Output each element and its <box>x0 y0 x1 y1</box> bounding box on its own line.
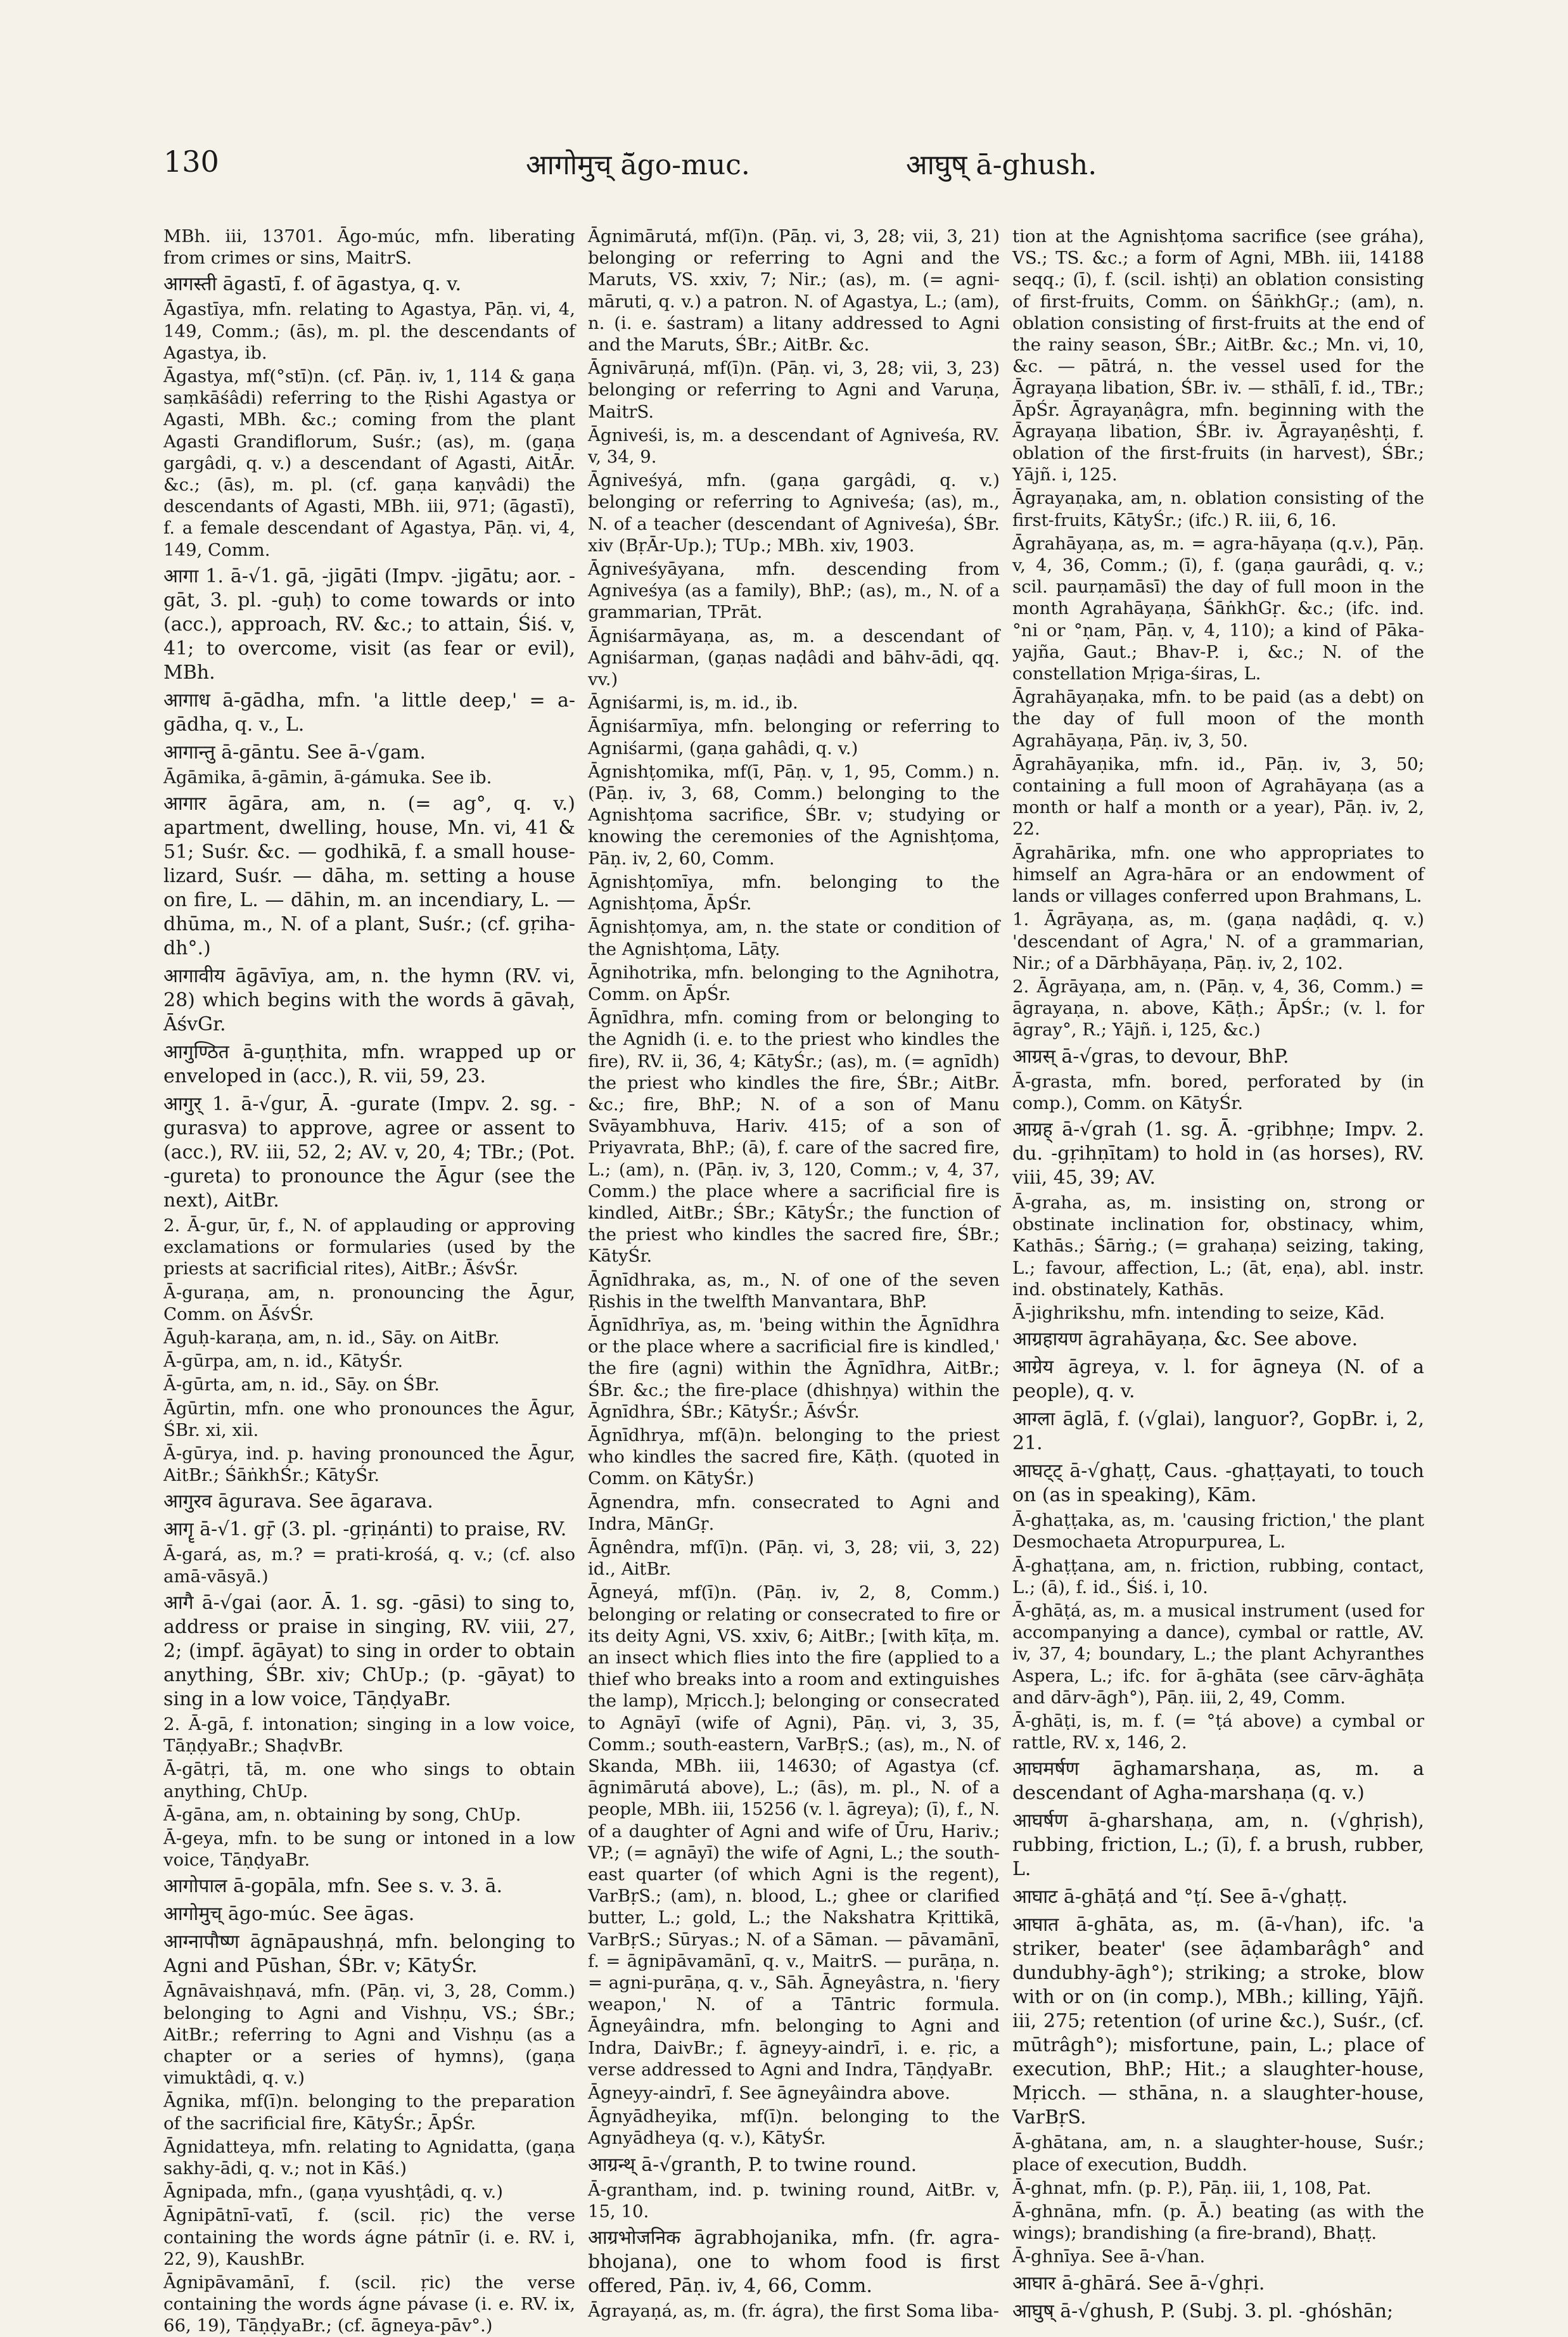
dictionary-entry: Āgrayaṇá, as, m. (fr. ágra), the first Soma liba- <box>588 2301 1000 2322</box>
dictionary-entry: Āgnyādheyika, mf(ī)n. belonging to the Agnyādheya (q. v.), KātyŚr. <box>588 2106 1000 2149</box>
dictionary-entry: आग्रहायण āgrahāyaṇa, &c. See above. <box>1012 1328 1358 1351</box>
dictionary-entry: Āgnishṭomika, mf(ī, Pāṇ. v, 1, 95, Comm.) n. (Pāṇ. iv, 3, 68, Comm.) belonging to the Agnishṭoma sacrifice, ŚBr. v; studying or knowing the ceremonies of the Agnishṭoma, Pāṇ. iv, 2, 60, Comm. <box>588 761 1000 869</box>
dictionary-column-1 <box>163 226 575 2336</box>
dictionary-entry: Āgnipada, mfn., (gaṇa vyushṭâdi, q. v.) <box>163 2182 503 2203</box>
dictionary-entry: Ā-ghaṭṭaka, as, m. 'causing friction,' the plant Desmochaeta Atropurpurea, L. <box>1012 1510 1424 1553</box>
dictionary-entry: Āgnipātnī-vatī, f. (scil. ṛic) the verse containing the words ágne pátnīr (i. e. RV. i, 22, 9), KaushBr. <box>163 2205 575 2269</box>
dictionary-entry: Ā-ghnīya. See ā-√han. <box>1012 2246 1206 2267</box>
dictionary-entry: Āgnāvaishṇavá, mfn. (Pāṇ. vi, 3, 28, Comm.) belonging to Agni and Vishṇu, VS.; ŚBr.; AitBr.; referring to Agni and Vishṇu (as a chapter or a series of hymns), (gaṇa vimuktâdi, q. v.) <box>163 1981 575 2089</box>
dictionary-entry: Āgnishṭomīya, mfn. belonging to the Agnishṭoma, ĀpŚr. <box>588 871 1000 914</box>
dictionary-entry: Ā-guraṇa, am, n. pronouncing the Āgur, Comm. on ĀśvŚr. <box>163 1282 575 1324</box>
dictionary-entry: Ā-gāna, am, n. obtaining by song, ChUp. <box>163 1804 521 1825</box>
dictionary-entry: Āgnīdhraka, as, m., N. of one of the seven Ṛishis in the twelfth Manvantara, BhP. <box>588 1269 1000 1312</box>
dictionary-entry: आघमर्षण āghamarshaṇa, as, m. a descendant of Agha-marshaṇa (q. v.) <box>1012 1758 1424 1805</box>
dictionary-entry: Āgūrtin, mfn. one who pronounces the Āgur, ŚBr. xi, xii. <box>163 1398 575 1440</box>
dictionary-entry: आगॄ ā-√1. gṝ (3. pl. -gṛiṇánti) to praise, RV. <box>163 1518 567 1541</box>
dictionary-entry: Āgniveśi, is, m. a descendant of Agniveśa, RV. v, 34, 9. <box>588 425 1000 468</box>
dictionary-entry: Āgnihotrika, mfn. belonging to the Agnihotra, Comm. on ĀpŚr. <box>588 962 1000 1004</box>
dictionary-entry: आघार ā-ghārá. See ā-√ghṛi. <box>1012 2272 1265 2295</box>
dictionary-entry: Ā-graha, as, m. insisting on, strong or obstinate inclination for, obstinacy, whim, Kathās.; Śārṅg.; (= grahaṇa) seizing, taking, L.; favour, affection, L.; (āt, eṇa), abl. instr. ind. obstinately, Kathās. <box>1012 1192 1424 1300</box>
dictionary-entry: आघुष् ā-√ghush, P. (Subj. 3. pl. -ghóshān; <box>1012 2300 1394 2322</box>
dictionary-entry: Āgneyá, mf(ī)n. (Pāṇ. iv, 2, 8, Comm.) belonging or relating or consecrated to fire or its deity Agni, VS. xxiv, 6; AitBr.; [with kīṭa, m. an insect which flies into the fire (applied to a thief who breaks into a room and extinguishes the lamp), Mṛicch.]; belonging or consecrated to Agnāyī (wife of Agni), Pāṇ. vi, 3, 35, Comm.; south-eastern, VarBṛS.; (as), m., N. of Skanda, MBh. iii, 14630; of Agastya (cf. āgnimārutá above), L.; (ās), m. pl., N. of a people, MBh. iii, 15256 (v. l. āgreya); (ī), f., N. of a daughter of Agni and wife of Ūru, Hariv.; VP.; (= agnāyī) the wife of Agni, L.; the south-east quarter (of which Agni is the regent), VarBṛS.; (am), n. blood, L.; ghee or clarified butter, L.; gold, L.; the Nakshatra Kṛittikā, VarBṛS.; Sūryas.; N. of a Sāman. — pāvamānī, f. = āgnipāvamānī, q. v., MaitrS. — purāṇa, n. = agni-purāṇa, q. v., Sāh. Āgneyâstra, n. 'fiery weapon,' N. of a Tāntric formula. Āgneyâindra, mfn. belonging to Agni and Indra, DaivBr.; f. āgneyy-aindrī, i. e. ṛic, a verse addressed to Agni and Indra, TāṇḍyaBr. <box>588 1582 1000 2080</box>
dictionary-entry: आग्ला āglā, f. (√glai), languor?, GopBr. i, 2, 21. <box>1012 1408 1424 1455</box>
dictionary-entry: Āgrahārika, mfn. one who appropriates to himself an Agra-hāra or an endowment of lands or villages conferred upon Brahmans, L. <box>1012 842 1424 907</box>
dictionary-entry: आगस्ती āgastī, f. of āgastya, q. v. <box>163 273 462 296</box>
right-running-headword: आघुष् ā-ghush. <box>906 149 1097 181</box>
dictionary-entry: Āgnendra, mfn. consecrated to Agni and Indra, MānGṛ. <box>588 1492 1000 1534</box>
dictionary-entry: Ā-gūrya, ind. p. having pronounced the Āgur, AitBr.; ŚāṅkhŚr.; KātyŚr. <box>163 1444 575 1486</box>
dictionary-entry: आगावीय āgāvīya, am, n. the hymn (RV. vi, 28) which begins with the words ā gāvaḥ, ĀśvGr. <box>163 965 575 1036</box>
dictionary-entry: 2. Ā-gā, f. intonation; singing in a low voice, TāṇḍyaBr.; ShaḍvBr. <box>163 1713 575 1757</box>
dictionary-entry: आग्रह् ā-√grah (1. sg. Ā. -gṛibhṇe; Impv. 2. du. -gṛihṇītam) to hold in (as horses), RV. viii, 45, 39; AV. <box>1012 1118 1424 1189</box>
dictionary-entry: Ā-ghnat, mfn. (p. P.), Pāṇ. iii, 1, 108, Pat. <box>1012 2177 1372 2198</box>
dictionary-entry: आघाट ā-ghāṭá and °ṭí. See ā-√ghaṭṭ. <box>1012 1886 1348 1909</box>
dictionary-entry: Ā-ghāṭá, as, m. a musical instrument (used for accompanying a dance), cymbal or rattle, AV. iv, 37, 4; boundary, L.; the plant Achyranthes Aspera, L.; ifc. for ā-ghāta (see cārv-āghāṭa and dārv-āgh°), Pāṇ. iii, 2, 49, Comm. <box>1012 1600 1424 1708</box>
dictionary-entry: Āgnivāruṇá, mf(ī)n. (Pāṇ. vi, 3, 28; vii, 3, 23) belonging or referring to Agni and Varuṇa, MaitrS. <box>588 358 1000 422</box>
dictionary-entry: आग्रस् ā-√gras, to devour, BhP. <box>1012 1045 1289 1068</box>
dictionary-entry: tion at the Agnishṭoma sacrifice (see gráha), VS.; TS. &c.; a form of Agni, MBh. iii, 14188 seqq.; (ī), f. (scil. ishṭi) an oblation consisting of first-fruits, Comm. on ŚāṅkhGṛ.; (am), n. oblation consisting of first-fruits at the end of the rainy season, ŚBr.; AitBr. &c.; Mn. vi, 10, &c. — pātrá, n. the vessel used for the Āgrayaṇa libation, ŚBr. iv. — sthālī, f. id., TBr.; ĀpŚr. Āgrayaṇâgra, mfn. beginning with the Āgrayaṇa libation, ŚBr. iv. Āgrayaṇêshṭi, f. oblation of the first-fruits (in harvest), ŚBr.; Yājñ. i, 125. <box>1012 226 1424 485</box>
dictionary-entry: आगुरव āgurava. See āgarava. <box>163 1490 433 1513</box>
dictionary-entry: Āguḥ-karaṇa, am, n. id., Sāy. on AitBr. <box>163 1328 500 1348</box>
dictionary-entry: Ā-ghaṭṭana, am, n. friction, rubbing, contact, L.; (ā), f. id., Śiś. i, 10. <box>1012 1555 1424 1597</box>
dictionary-entry: Ā-ghnāna, mfn. (p. Ā.) beating (as with the wings); brandishing (a fire-brand), Bhaṭṭ. <box>1012 2201 1424 2244</box>
dictionary-entry: आघात ā-ghāta, as, m. (ā-√han), ifc. 'a striker, beater' (see āḍambarâgh° and dundubhy-āgh°); striking; a stroke, blow with or on (in comp.), MBh.; killing, Yājñ. iii, 275; retention (of urine &c.), Suśr., (cf. mūtrâgh°); misfortune, pain, L.; place of execution, BhP.; Hit.; a slaughter-house, Mṛicch. — sthāna, n. a slaughter-house, VarBṛS. <box>1012 1914 1424 2129</box>
dictionary-entry: Ā-geya, mfn. to be sung or intoned in a low voice, TāṇḍyaBr. <box>163 1828 575 1871</box>
dictionary-entry: Ā-jighrikshu, mfn. intending to seize, Kād. <box>1012 1302 1385 1323</box>
dictionary-entry: Āgnika, mf(ī)n. belonging to the preparation of the sacrificial fire, KātyŚr.; ĀpŚr. <box>163 2091 575 2134</box>
dictionary-entry: Āgrahāyaṇa, as, m. = agra-hāyaṇa (q.v.), Pāṇ. v, 4, 36, Comm.; (ī), f. (gaṇa gaurâdi, q. v.; scil. paurṇamāsī) the day of full moon in the month Agrahāyaṇa, ŚāṅkhGṛ. &c.; (ifc. ind. °ni or °ṇam, Pāṇ. v, 4, 110); a kind of Pāka-yajña, Gaut.; Bhav-P. i, &c.; N. of the constellation Mṛiga-śiras, L. <box>1012 533 1424 684</box>
dictionary-entry: Ā-grantham, ind. p. twining round, AitBr. v, 15, 10. <box>588 2179 1000 2222</box>
dictionary-entry: Āgāmika, ā-gāmin, ā-gámuka. See ib. <box>163 767 492 788</box>
dictionary-entry: Āgastīya, mfn. relating to Agastya, Pāṇ. vi, 4, 149, Comm.; (ās), m. pl. the descendants of Agastya, ib. <box>163 299 575 363</box>
dictionary-entry: Ā-ghātana, am, n. a slaughter-house, Suśr.; place of execution, Buddh. <box>1012 2132 1424 2175</box>
dictionary-entry: आग्रभोजनिक āgrabhojanika, mfn. (fr. agra-bhojana), one to whom food is first offered, Pāṇ. iv, 4, 66, Comm. <box>588 2227 1000 2298</box>
dictionary-entry: Āgnīdhrīya, as, m. 'being within the Āgnīdhra or the place where a sacrificial fire is kindled,' the fire (agni) within the Āgnīdhra, AitBr.; ŚBr. &c.; the fire-place (dhishṇya) within the Āgnīdhra, ŚBr.; KātyŚr.; ĀśvŚr. <box>588 1314 1000 1422</box>
dictionary-entry: Āgnimārutá, mf(ī)n. (Pāṇ. vi, 3, 28; vii, 3, 21) belonging or referring to Agni and the Maruts, VS. xxiv, 7; Nir.; (as), m. (= agni-māruti, q. v.) a patron. N. of Agastya, L.; (am), n. (i. e. śastram) a litany addressed to Agni and the Maruts, ŚBr.; AitBr. &c. <box>588 226 1000 355</box>
dictionary-entry: Āgnishṭomya, am, n. the state or condition of the Agnishṭoma, Lāṭy. <box>588 917 1000 959</box>
dictionary-entry: आघर्षण ā-gharshaṇa, am, n. (√ghṛish), rubbing, friction, L.; (ī), f. a brush, rubber, L. <box>1012 1810 1424 1881</box>
dictionary-entry: आगान्तु ā-gāntu. See ā-√gam. <box>163 741 426 764</box>
dictionary-entry: आग्नापौष्ण āgnāpaushṇá, mfn. belonging to Agni and Pūshan, ŚBr. v; KātyŚr. <box>163 1931 575 1978</box>
dictionary-entry: आग्रेय āgreya, v. l. for āgneya (N. of a people), q. v. <box>1012 1356 1424 1403</box>
dictionary-column-2 <box>588 226 1000 2322</box>
dictionary-entry: Āgrahāyaṇaka, mfn. to be paid (as a debt) on the day of full moon of the month Agrahāyaṇa, Pāṇ. iv, 3, 50. <box>1012 687 1424 751</box>
dictionary-entry: आगै ā-√gai (aor. Ā. 1. sg. -gāsi) to sing to, address or praise in singing, RV. viii, 27, 2; (impf. āgāyat) to sing in order to obtain anything, ŚBr. xiv; ChUp.; (p. -gāyat) to sing in a low voice, TāṇḍyaBr. <box>163 1591 575 1710</box>
dictionary-entry: Āgnīdhrya, mf(ā)n. belonging to the priest who kindles the sacred fire, Kāṭh. (quoted in Comm. on KātyŚr.) <box>588 1425 1000 1489</box>
dictionary-entry: आग्रन्थ् ā-√granth, P. to twine round. <box>588 2153 917 2176</box>
dictionary-column-3 <box>1012 226 1424 2322</box>
dictionary-entry: Āgniveśyāyana, mfn. descending from Agniveśya (as a family), BhP.; (as), m., N. of a grammarian, TPrāt. <box>588 559 1000 623</box>
dictionary-entry: आगुण्ठित ā-guṇṭhita, mfn. wrapped up or enveloped in (acc.), R. vii, 59, 23. <box>163 1041 575 1088</box>
dictionary-entry: Ā-gūrta, am, n. id., Sāy. on ŚBr. <box>163 1374 440 1395</box>
dictionary-entry: आघट्ट् ā-√ghaṭṭ, Caus. -ghaṭṭayati, to touch on (as in speaking), Kām. <box>1012 1460 1424 1507</box>
dictionary-entry: MBh. iii, 13701. Āgo-múc, mfn. liberating from crimes or sins, MaitrS. <box>163 226 575 269</box>
page-number: 130 <box>163 144 219 179</box>
dictionary-entry: Āgrahāyaṇika, mfn. id., Pāṇ. iv, 3, 50; containing a full moon of Agrahāyaṇa (as a month or half a month or a year), Pāṇ. iv, 2, 22. <box>1012 753 1424 840</box>
dictionary-entry: आगार āgāra, am, n. (= ag°, q. v.) apartment, dwelling, house, Mn. vi, 41 & 51; Suśr. &c. — godhikā, f. a small house-lizard, Suśr. — dāha, m. setting a house on fire, L. — dāhin, m. an incendiary, L. — dhūma, m., N. of a plant, Suśr.; (cf. gṛiha-dh°.) <box>163 793 575 960</box>
dictionary-entry: आगा 1. ā-√1. gā, -jigāti (Impv. -jigātu; aor. -gāt, 3. pl. -guḥ) to come towards or into (acc.), approach, RV. &c.; to attain, Śiś. v, 41; to overcome, visit (as fear or evil), MBh. <box>163 565 575 684</box>
page-header <box>0 144 1568 195</box>
dictionary-entry: आगोमुच् āgo-múc. See āgas. <box>163 1903 415 1926</box>
dictionary-entry: Ā-gātṛi, tā, m. one who sings to obtain anything, ChUp. <box>163 1759 575 1802</box>
dictionary-entry: आगोपाल ā-gopāla, mfn. See s. v. 3. ā. <box>163 1875 502 1898</box>
dictionary-entry: Āgniveśyá, mfn. (gaṇa gargâdi, q. v.) belonging or referring to Agniveśa; (as), m., N. of a teacher (descendant of Agniveśa), ŚBr. xiv (BṛĀr-Up.); TUp.; MBh. xiv, 1903. <box>588 470 1000 556</box>
dictionary-entry: Āgnipāvamānī, f. (scil. ṛic) the verse containing the words ágne pávase (i. e. RV. ix, 66, 19), TāṇḍyaBr.; (cf. āgneya-pāv°.) <box>163 2272 575 2336</box>
dictionary-entry: आगाध ā-gādha, mfn. 'a little deep,' = a-gādha, q. v., L. <box>163 689 575 736</box>
dictionary-entry: Āgniśarmīya, mfn. belonging or referring to Agniśarmi, (gaṇa gahâdi, q. v.) <box>588 716 1000 759</box>
dictionary-entry: Āgastya, mf(°stī)n. (cf. Pāṇ. iv, 1, 114 & gaṇa saṃkāśâdi) referring to the Ṛishi Agastya or Agasti, MBh. &c.; coming from the plant Agasti Grandiflorum, Suśr.; (as), m. (gaṇa gargâdi, q. v.) a descendant of Agasti, AitĀr. &c.; (ās), m. pl. (cf. gaṇa kaṇvâdi) the descendants of Agasti, MBh. iii, 971; (āgastī), f. a female descendant of Agastya, Pāṇ. vi, 4, 149, Comm. <box>163 366 575 560</box>
dictionary-entry: Āgnīdhra, mfn. coming from or belonging to the Agnidh (i. e. to the priest who kindles the fire), RV. ii, 36, 4; KātyŚr.; (as), m. (= agnīdh) the priest who kindles the fire, ŚBr.; AitBr. &c.; fire, BhP.; N. of a son of Manu Svāyambhuva, Hariv. 415; of a son of Priyavrata, BhP.; (ā), f. care of the sacred fire, L.; (am), n. (Pāṇ. iv, 3, 120, Comm.; v, 4, 37, Comm.) the place where a sacrificial fire is kindled, AitBr.; ŚBr.; KātyŚr.; the function of the priest who kindles the sacred fire, ŚBr.; KātyŚr. <box>588 1008 1000 1267</box>
dictionary-entry: 2. Āgrāyaṇa, am, n. (Pāṇ. v, 4, 36, Comm.) = āgrayaṇa, n. above, Kāṭh.; ĀpŚr.; (v. l. for āgray°, R.; Yājñ. i, 125, &c.) <box>1012 976 1424 1040</box>
dictionary-entry: Ā-ghāṭi, is, m. f. (= °ṭá above) a cymbal or rattle, RV. x, 146, 2. <box>1012 1710 1424 1753</box>
left-running-headword: आगोमुच् ā̆go-muc. <box>526 149 750 181</box>
dictionary-entry: Āgnidatteya, mfn. relating to Agnidatta, (gaṇa sakhy-ādi, q. v.; not in Kāś.) <box>163 2136 575 2179</box>
dictionary-entry: Āgniśarmi, is, m. id., ib. <box>588 693 798 714</box>
dictionary-entry: Āgneyy-aindrī, f. See āgneyâindra above. <box>588 2083 950 2104</box>
dictionary-entry: Āgniśarmāyaṇa, as, m. a descendant of Agniśarman, (gaṇas naḍâdi and bāhv-ādi, qq. vv.) <box>588 625 1000 690</box>
dictionary-entry: Āgrayaṇaka, am, n. oblation consisting of the first-fruits, KātyŚr.; (ifc.) R. iii, 6, 16. <box>1012 488 1424 530</box>
dictionary-entry: 2. Ā-gur, ūr, f., N. of applauding or approving exclamations or formularies (used by the priests at sacrificial rites), AitBr.; ĀśvŚr. <box>163 1215 575 1279</box>
dictionary-entry: Āgnêndra, mf(ī)n. (Pāṇ. vi, 3, 28; vii, 3, 22) id., AitBr. <box>588 1537 1000 1580</box>
dictionary-entry: Ā-gūrpa, am, n. id., KātyŚr. <box>163 1351 404 1372</box>
dictionary-entry: आगुर् 1. ā-√gur, Ā. -gurate (Impv. 2. sg. -gurasva) to approve, agree or assent to (acc.), RV. iii, 52, 2; AV. v, 20, 4; TBr.; (Pot. -gureta) to pronounce the Āgur (see the next), AitBr. <box>163 1093 575 1212</box>
dictionary-entry: 1. Āgrāyaṇa, as, m. (gaṇa naḍâdi, q. v.) 'descendant of Agra,' N. of a grammarian, Nir.; of a Dārbhāyaṇa, Pāṇ. iv, 2, 102. <box>1012 909 1424 973</box>
dictionary-entry: Ā-grasta, mfn. bored, perforated by (in comp.), Comm. on KātyŚr. <box>1012 1071 1424 1113</box>
dictionary-entry: Ā-gará, as, m.? = prati-krośá, q. v.; (cf. also amā-vāsyā.) <box>163 1544 575 1587</box>
